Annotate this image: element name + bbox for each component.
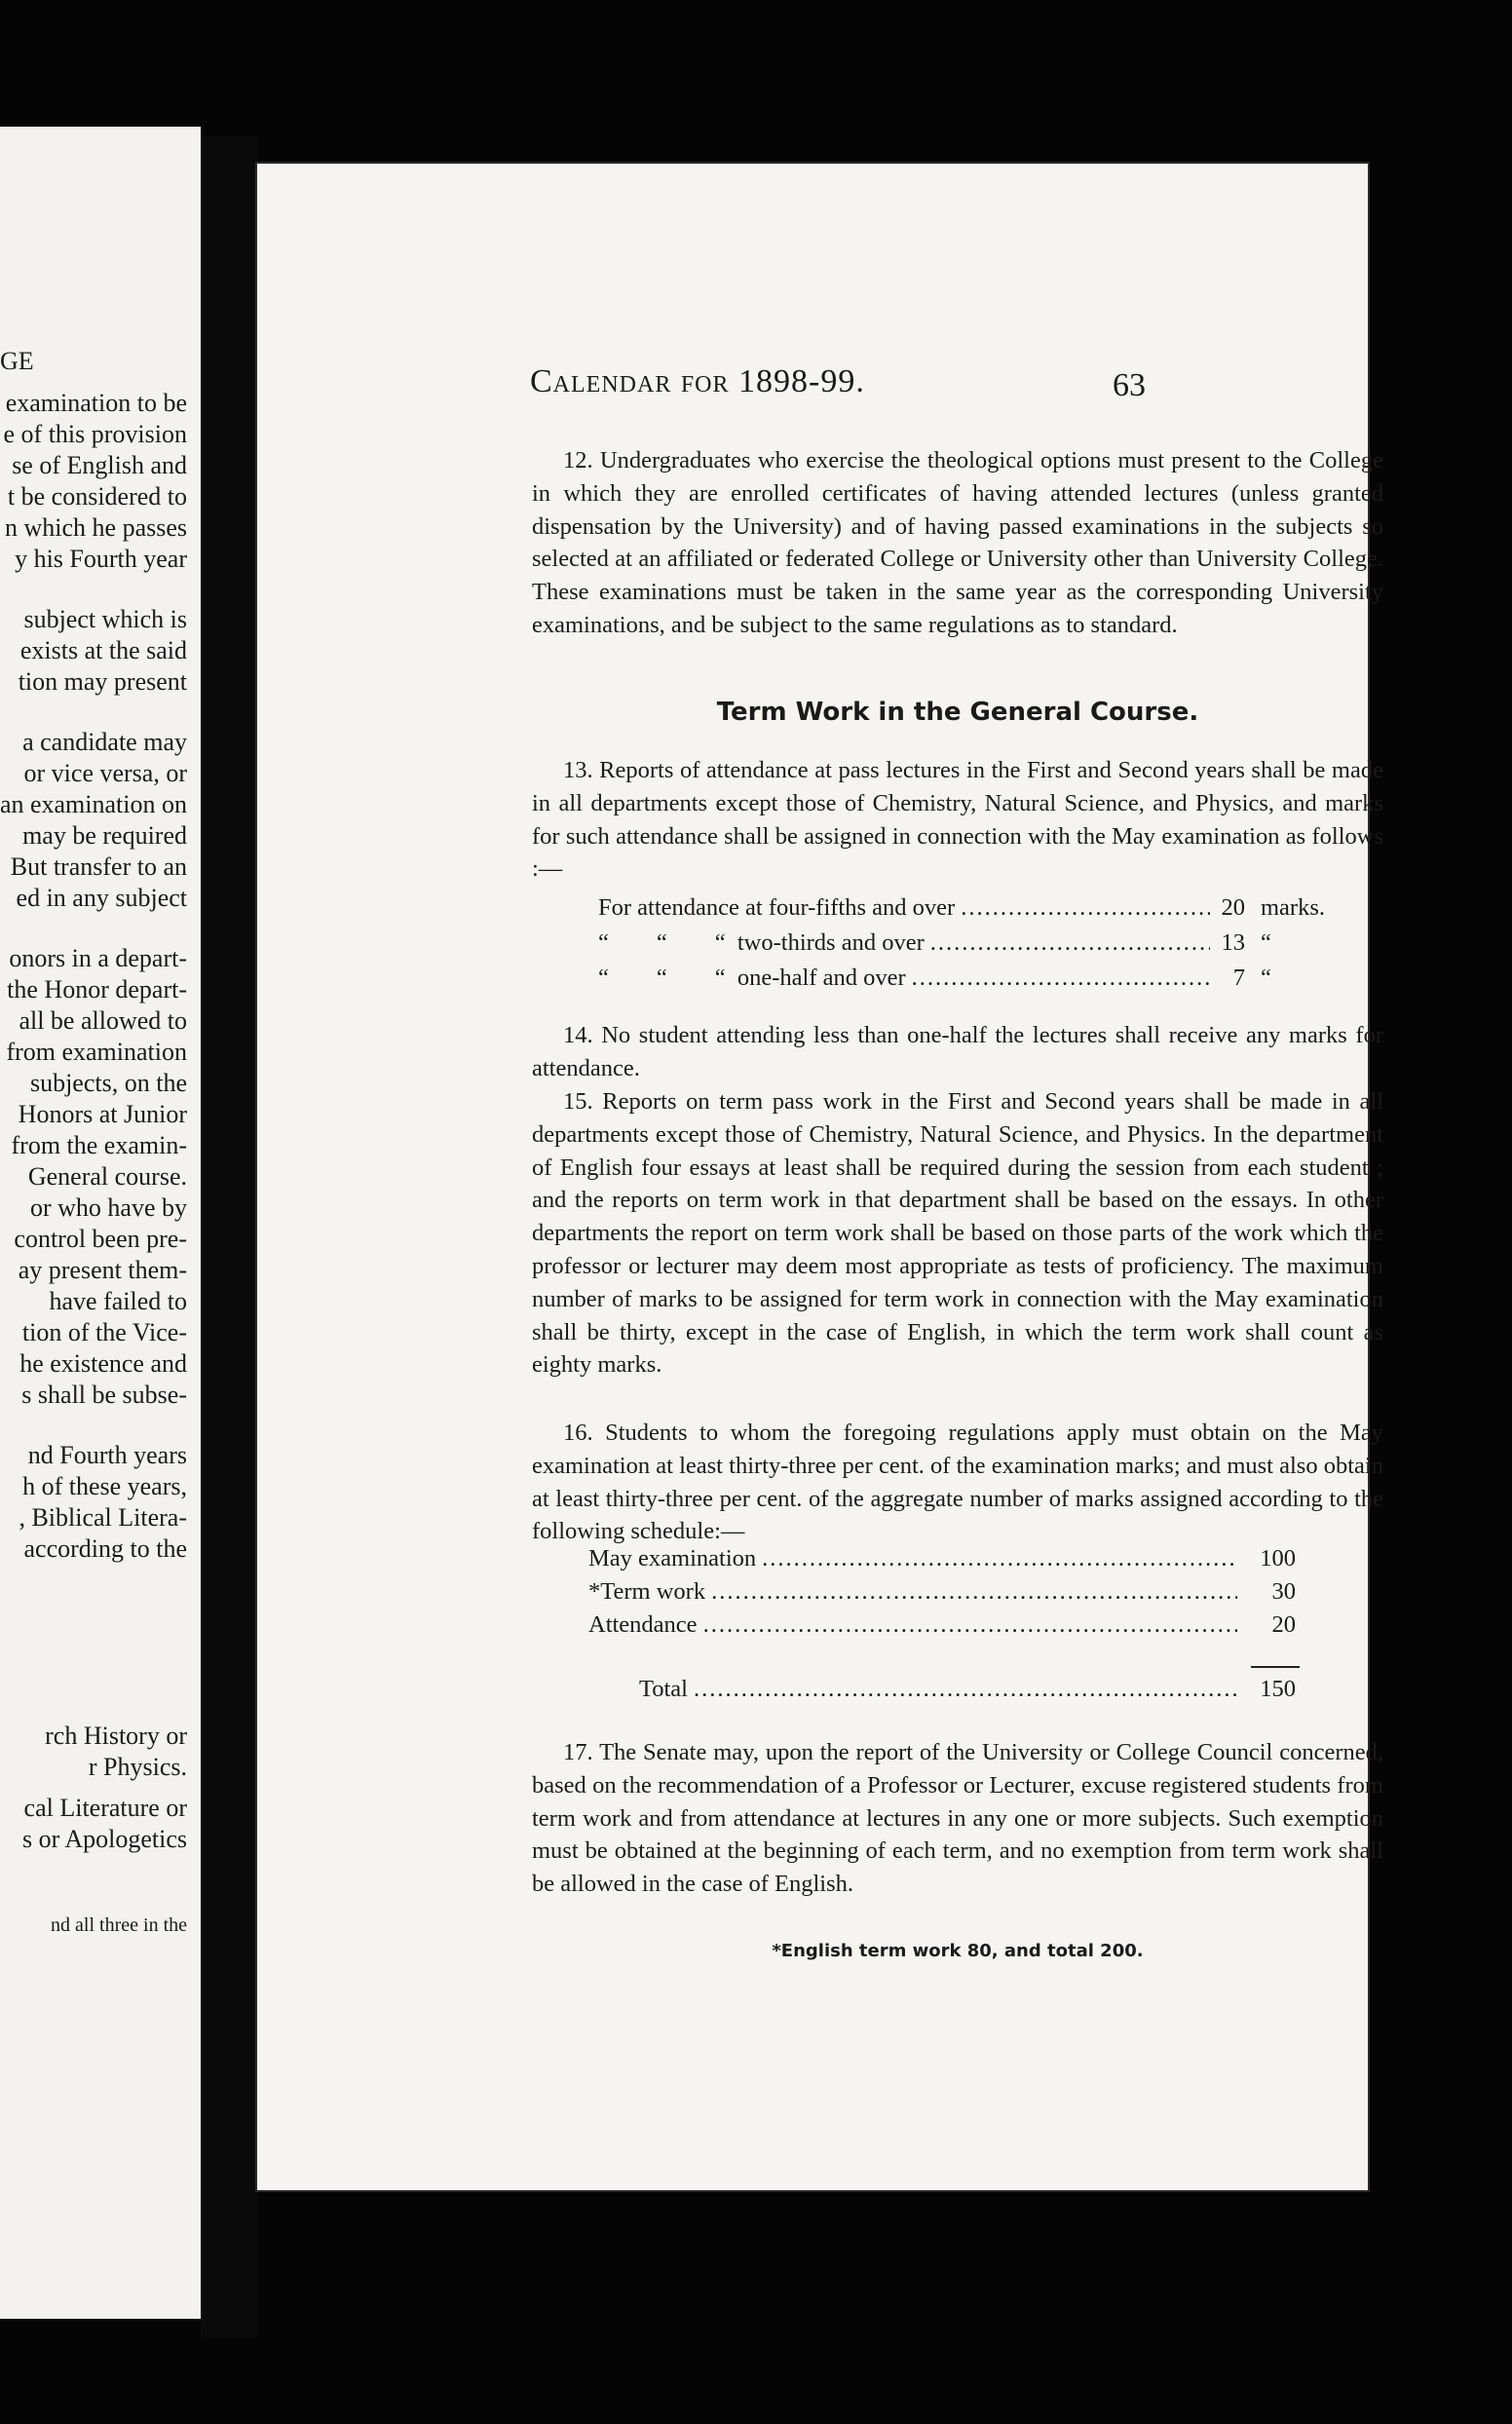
attendance-marks: 7 xyxy=(1232,965,1245,991)
footnote: *English term work 80, and total 200. xyxy=(772,1941,1144,1961)
schedule-total-value: 150 xyxy=(1260,1676,1296,1702)
left-page-line: General course. xyxy=(27,1162,187,1191)
left-page-line: nd all three in the xyxy=(51,1914,187,1936)
left-page-line: , Biblical Litera- xyxy=(19,1503,187,1532)
running-title: Calendar for 1898-99. xyxy=(530,363,865,399)
dot-leader xyxy=(711,1578,1237,1606)
left-page-line: t be considered to xyxy=(7,482,187,511)
left-page-line: control been pre- xyxy=(14,1225,187,1253)
left-page-line: according to the xyxy=(23,1534,187,1563)
left-page-line: onors in a depart- xyxy=(9,944,187,972)
left-page-line: or vice versa, or xyxy=(23,759,187,787)
attendance-marks: 13 xyxy=(1221,929,1245,956)
left-page-line: n which he passes xyxy=(4,513,187,542)
left-page-line: GE xyxy=(0,347,34,375)
schedule-label: May examination xyxy=(588,1545,757,1572)
left-page-line: h of these years, xyxy=(22,1472,187,1500)
left-page-line: rch History or xyxy=(45,1722,187,1750)
attendance-row xyxy=(598,965,1339,998)
section-heading: Term Work in the General Course. xyxy=(716,698,1199,727)
left-page-line: the Honor depart- xyxy=(7,975,187,1004)
schedule-row xyxy=(588,1545,1296,1578)
dot-leader xyxy=(912,965,1210,992)
left-page-line: or who have by xyxy=(29,1193,187,1222)
attendance-label: For attendance at four-fifths and over xyxy=(598,894,956,921)
left-page-line: tion may present xyxy=(18,667,187,696)
attendance-marks: 20 xyxy=(1221,894,1245,921)
paragraph-15: 15. Reports on term pass work in the First and Second years shall be made in all departments except those of Chemistry, Natural Science, and Physics. In the department of English four essays at least shall be required during the session from each student ; and the reports on term work in that department shall be based on the essays. In other departments the report on term work shall be based on those parts of the work which the professor or lecturer may deem most appropriate as tests of proficiency. The maximum number of marks to be assigned for term work in connection with the May examination shall be thirty, except in the case of English, in which the term work shall count as eighty marks. xyxy=(532,1088,1383,1379)
paragraph-13: 13. Reports of attendance at pass lectures in the First and Second years shall be made in all departments except those of Chemistry, Natural Science, and Physics, and marks for such attendance shall be assigned in connection with the May examination as follows :— xyxy=(532,757,1383,883)
left-page-line: he existence and xyxy=(19,1349,187,1378)
book-page xyxy=(257,164,1383,2190)
attendance-unit: “ xyxy=(1261,929,1271,956)
left-page-line: may be required xyxy=(22,821,187,850)
paragraph-14: 14. No student attending less than one-half the lectures shall receive any marks for attendance. xyxy=(532,1022,1383,1081)
left-page-line: Honors at Junior xyxy=(18,1100,187,1128)
left-page-line: ay present them- xyxy=(18,1256,187,1284)
left-page-line: cal Literature or xyxy=(23,1794,187,1822)
attendance-unit: “ xyxy=(1261,965,1271,991)
sum-rule xyxy=(1251,1666,1300,1668)
left-page-line: exists at the said xyxy=(19,636,187,664)
left-page-line: r Physics. xyxy=(88,1753,187,1781)
left-page-line: se of English and xyxy=(12,451,187,479)
dot-leader xyxy=(961,894,1210,922)
left-page-line: from the examin- xyxy=(11,1131,187,1159)
left-page-line: a candidate may xyxy=(22,728,187,756)
left-page-line: But transfer to an xyxy=(10,852,187,881)
schedule-total-label: Total xyxy=(639,1676,688,1702)
schedule-value: 100 xyxy=(1260,1545,1296,1572)
previous-page-strip xyxy=(0,127,201,2319)
left-page-line: subject which is xyxy=(23,605,187,633)
dot-leader xyxy=(930,929,1210,957)
left-page-line: subjects, on the xyxy=(29,1069,187,1097)
attendance-row xyxy=(598,929,1339,963)
left-page-line: s or Apologetics xyxy=(22,1825,187,1853)
left-page-line: tion of the Vice- xyxy=(21,1318,187,1346)
page-header xyxy=(257,363,1368,402)
paragraph-12: 12. Undergraduates who exercise the theological options must present to the College in which they are enrolled certificates of having attended lectures (unless granted dispensation by the University) and of having passed examinations in the subjects so selected at an affiliated or federated College or University other than University College. These examinations must be taken in the same year as the corresponding University examinations, and be subject to the same regulations as to standard. xyxy=(532,447,1383,638)
schedule-value: 20 xyxy=(1271,1611,1296,1638)
schedule-total-row xyxy=(639,1676,1296,1709)
attendance-label: “ “ “ one-half and over xyxy=(598,965,906,991)
left-page-line: s shall be subse- xyxy=(21,1381,187,1409)
left-page-line: an examination on xyxy=(0,790,187,818)
page-number: 63 xyxy=(1113,367,1146,403)
attendance-row xyxy=(598,894,1339,928)
paragraph-16: 16. Students to whom the foregoing regulations apply must obtain on the May examination at least thirty-three per cent. of the examination marks; and must also obtain at least thirty-three per cent. of the aggregate number of marks assigned according to the following schedule:— xyxy=(532,1420,1383,1545)
schedule-label: Attendance xyxy=(588,1611,698,1638)
book-gutter xyxy=(201,136,257,2338)
dot-leader xyxy=(694,1676,1237,1703)
schedule-row xyxy=(588,1578,1296,1611)
left-page-line: e of this provision xyxy=(3,420,187,448)
left-page-line: examination to be xyxy=(5,389,187,417)
left-page-line: all be allowed to xyxy=(19,1006,187,1035)
left-page-line: ed in any subject xyxy=(16,884,187,912)
schedule-value: 30 xyxy=(1271,1578,1296,1605)
schedule-row xyxy=(588,1611,1296,1645)
schedule-label: *Term work xyxy=(588,1578,706,1605)
attendance-unit: marks. xyxy=(1261,894,1325,921)
left-page-line: nd Fourth years xyxy=(27,1441,187,1469)
dot-leader xyxy=(762,1545,1237,1572)
left-page-line: from examination xyxy=(6,1038,187,1066)
paragraph-17: 17. The Senate may, upon the report of the University or College Council concerned, based on the recommendation of a Professor or Lecturer, excuse registered students from term work and from attendance at lectures in any one or more subjects. Such exemption must be obtained at the beginning of each term, and no exemption from term work shall be allowed in the case of English. xyxy=(532,1739,1383,1898)
left-page-line: y his Fourth year xyxy=(15,545,187,573)
attendance-label: “ “ “ two-thirds and over xyxy=(598,929,925,956)
dot-leader xyxy=(703,1611,1237,1639)
left-page-line: have failed to xyxy=(49,1287,187,1315)
